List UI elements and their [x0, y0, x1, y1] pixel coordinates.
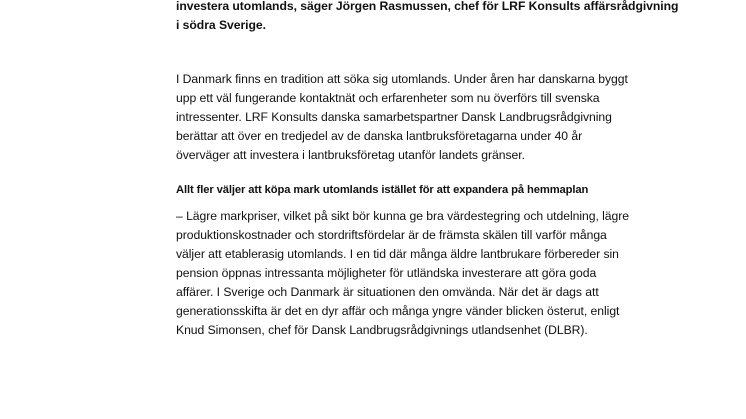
lead-paragraph [176, 0, 678, 35]
paragraph-line: pension öppnas intressanta möjligheter för utländska investerare att göra goda [176, 266, 597, 280]
paragraph-line: generationsskifta är det en dyr affär och många yngre vänder blicken österut, enligt [176, 304, 620, 318]
lead-line: investera utomlands, säger Jörgen Rasmussen, chef för LRF Konsults affärsrådgivning [176, 0, 679, 13]
body-paragraph-1 [176, 70, 628, 165]
paragraph-line: I Danmark finns en tradition att söka sig utomlands. Under åren har danskarna byggt [176, 72, 628, 86]
paragraph-line: överväger att investera i lantbruksföretag utanför landets gränser. [176, 148, 525, 162]
paragraph-line: berättar att över en tredjedel av de danska lantbruksföretagarna under 40 år [176, 129, 583, 143]
section-subheading: Allt fler väljer att köpa mark utomlands istället för att expandera på hemmaplan [176, 184, 589, 196]
body-paragraph-2 [176, 207, 629, 340]
paragraph-line: affärer. I Sverige och Danmark är situationen den omvända. När det är dags att [176, 285, 599, 299]
lead-line: i södra Sverige. [176, 18, 266, 32]
paragraph-line: väljer att etablerasig utomlands. I en tid där många äldre lantbrukare förbereder sin [176, 247, 619, 261]
paragraph-line: – Lägre markpriser, vilket på sikt bör kunna ge bra värdestegring och utdelning, lägre [176, 209, 629, 223]
paragraph-line: Knud Simonsen, chef för Dansk Landbrugsrådgivnings utlandsenhet (DLBR). [176, 323, 588, 337]
paragraph-line: intressenter. LRF Konsults danska samarbetspartner Dansk Landbrugsrådgivning [176, 110, 612, 124]
paragraph-line: produktionskostnader och stordriftsfördelar är de främsta skälen till varför många [176, 228, 607, 242]
paragraph-line: upp ett väl fungerande kontaktnät och erfarenheter som nu överförs till svenska [176, 91, 600, 105]
